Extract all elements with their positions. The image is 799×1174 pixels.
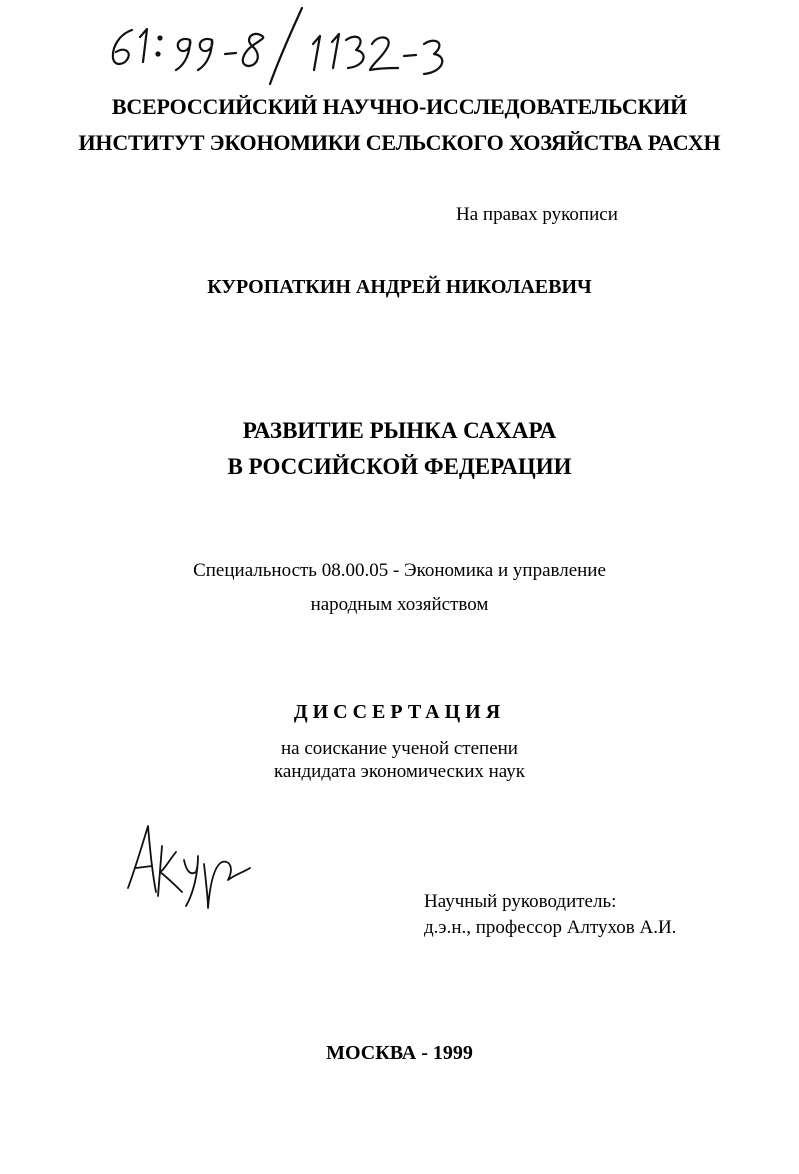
supervisor-name: д.э.н., профессор Алтухов А.И. [424,917,677,938]
institute-name-line1: ВСЕРОССИЙСКИЙ НАУЧНО-ИССЛЕДОВАТЕЛЬСКИЙ [111,94,688,119]
city-year: МОСКВА - 1999 [326,1042,473,1064]
author-name: КУРОПАТКИН АНДРЕЙ НИКОЛАЕВИЧ [207,276,592,298]
handwritten-archive-code [113,8,442,84]
specialty-line1: Специальность 08.00.05 - Экономика и управление [193,560,606,581]
handwritten-signature [128,826,250,908]
specialty-line2: народным хозяйством [310,594,489,615]
supervisor-label: Научный руководитель: [424,891,617,912]
degree-line2: кандидата экономических наук [273,761,526,782]
document-type: ДИССЕРТАЦИЯ [293,701,506,723]
dissertation-title-line1: РАЗВИТИЕ РЫНКА САХАРА [242,418,557,443]
dissertation-title-line2: В РОССИЙСКОЙ ФЕДЕРАЦИИ [227,454,572,479]
institute-name-line2: ИНСТИТУТ ЭКОНОМИКИ СЕЛЬСКОГО ХОЗЯЙСТВА РАСХН [78,130,721,155]
degree-line1: на соискание ученой степени [281,738,518,759]
rights-notice: На правах рукописи [456,204,618,225]
